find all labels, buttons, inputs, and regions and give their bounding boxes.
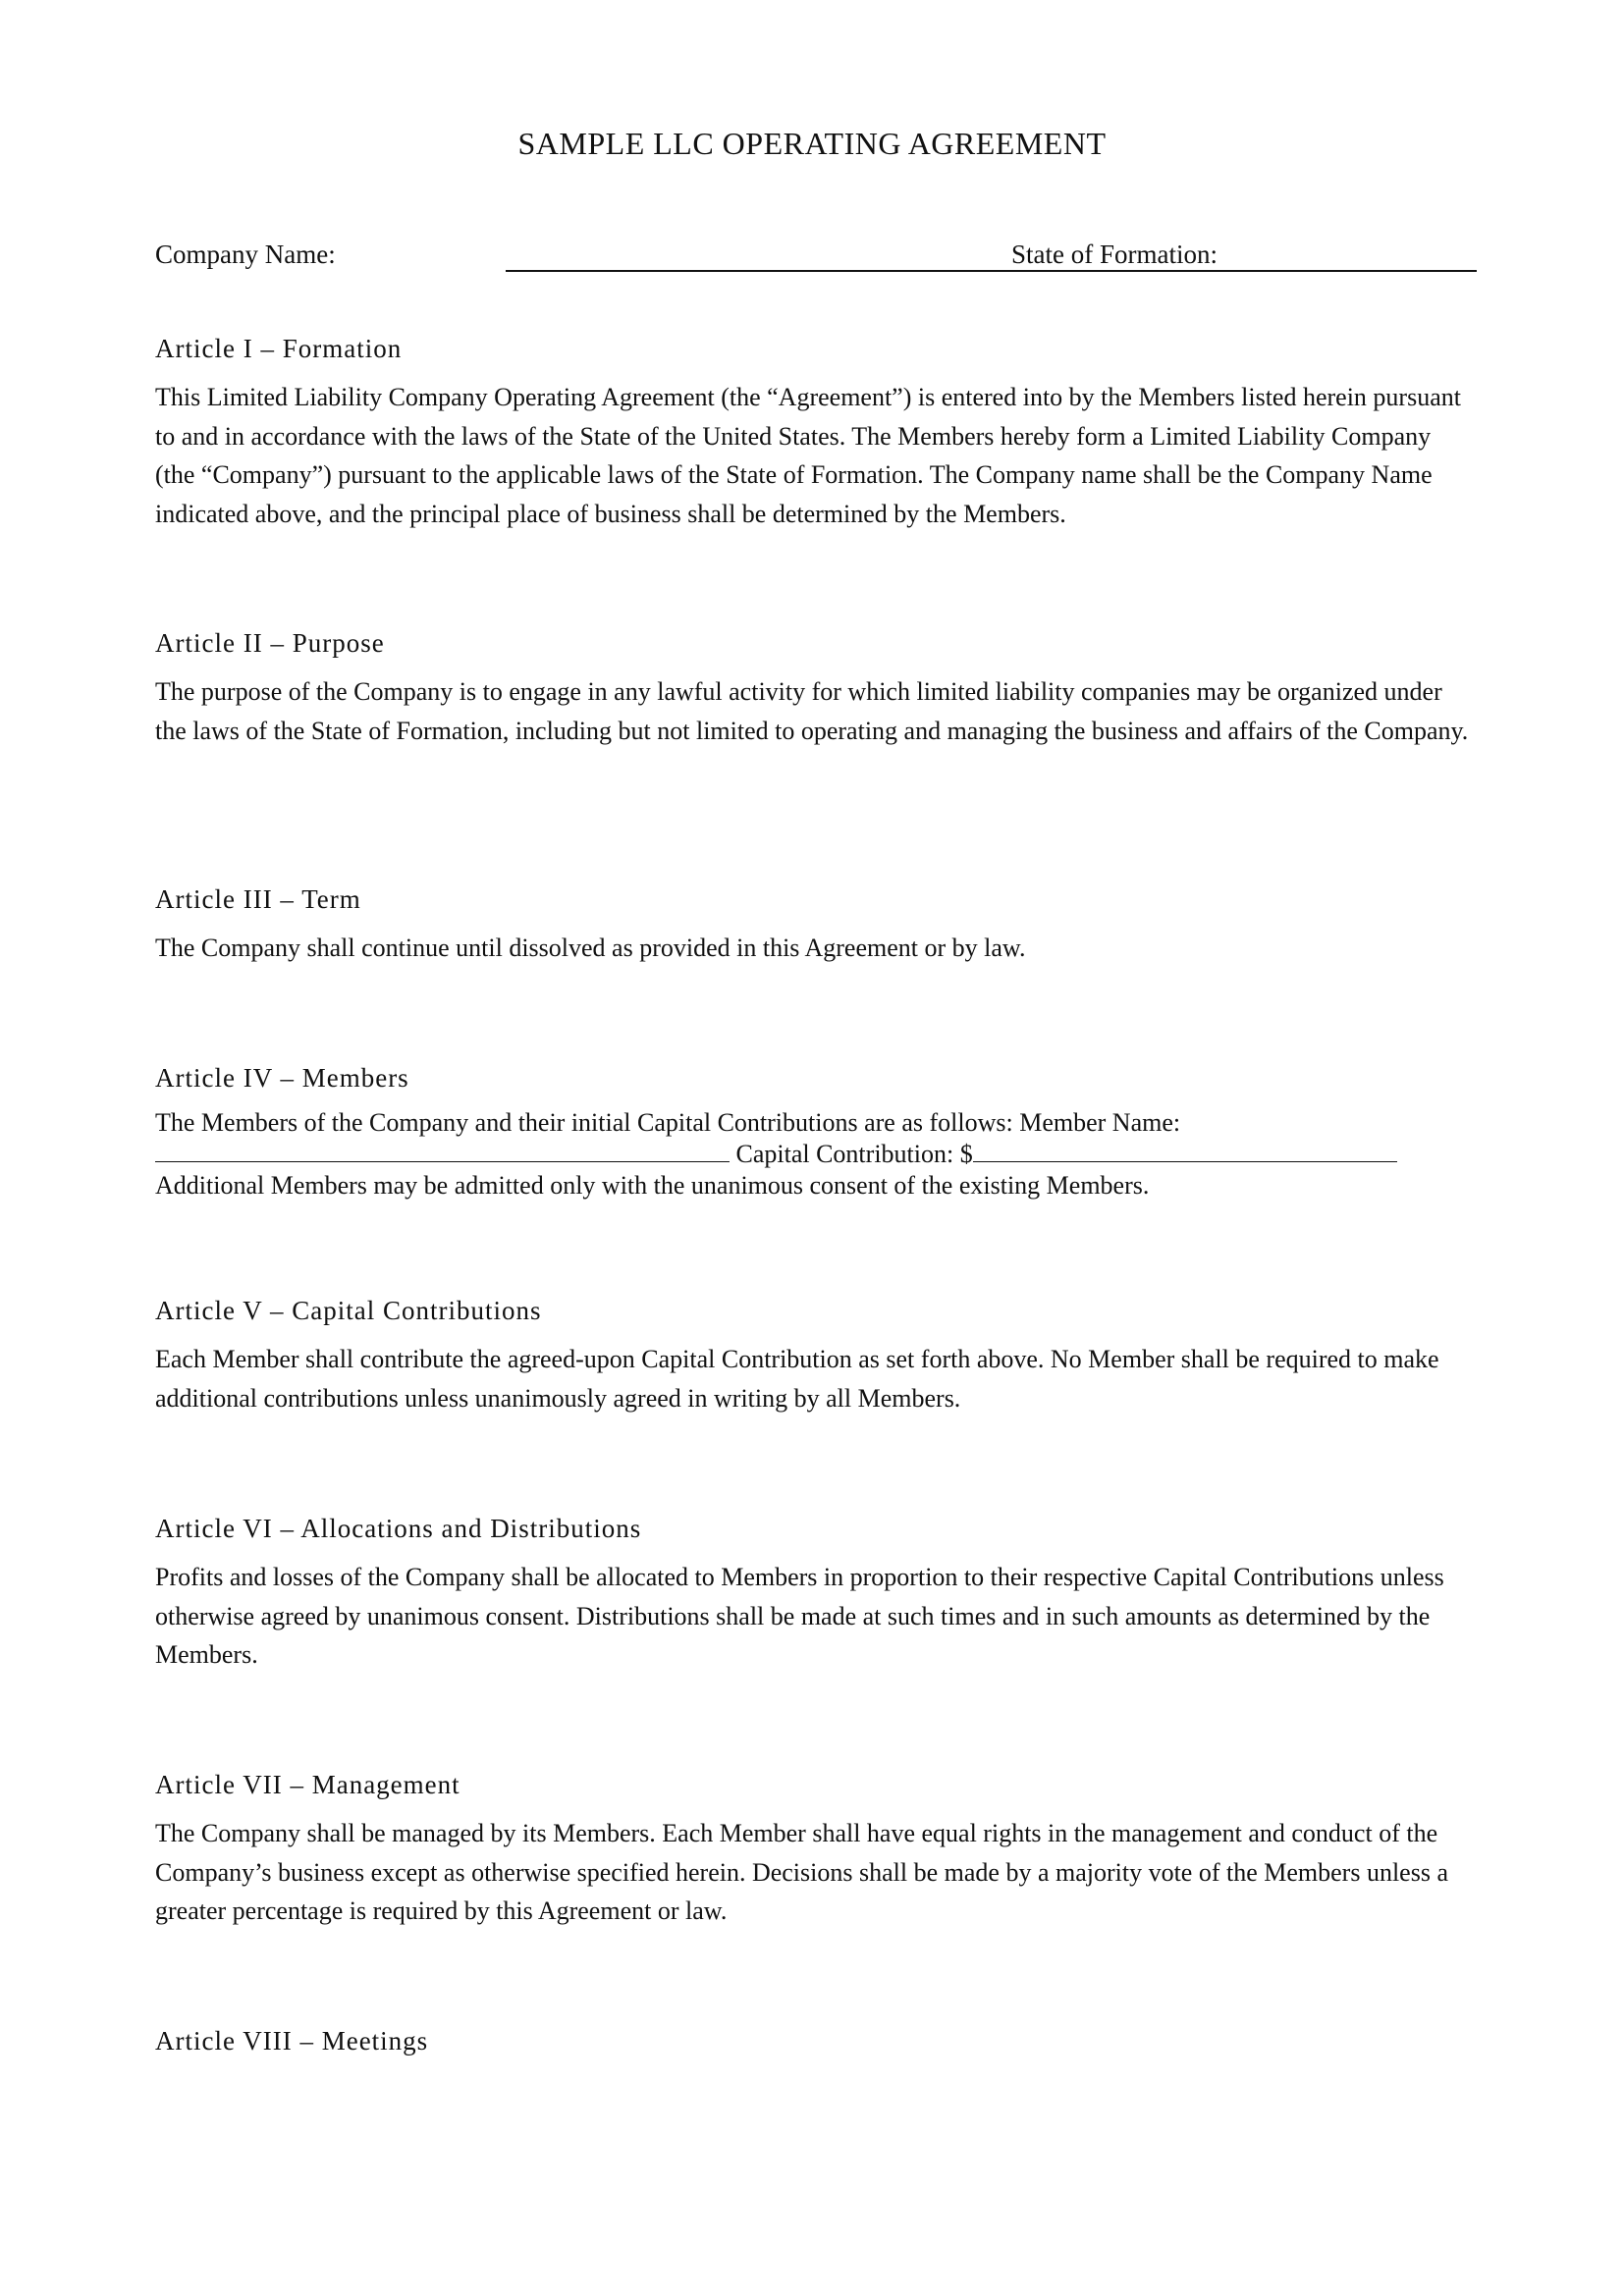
members-closing-text: Additional Members may be admitted only with the unanimous consent of the existing Members. xyxy=(155,1171,1150,1200)
article-purpose xyxy=(155,625,1477,750)
article-formation xyxy=(155,331,1477,533)
article-body: The Company shall be managed by its Members. Each Member shall have equal rights in the management and conduct of the Company’s business except as otherwise specified herein. Decisions shall be made by a majority vote of the Members unless a greater percentage is required by this Agreement or law. xyxy=(155,1819,1448,1925)
article-heading: Article III – Term xyxy=(155,884,361,914)
article-body: Each Member shall contribute the agreed-upon Capital Contribution as set forth above. No Member shall be required to make additional contributions unless unanimously agreed in writing by all Members. xyxy=(155,1345,1439,1413)
article-heading: Article VI – Allocations and Distributions xyxy=(155,1514,642,1543)
article-allocations-distributions xyxy=(155,1511,1477,1675)
members-closing-line xyxy=(155,1170,1477,1201)
article-heading: Article IV – Members xyxy=(155,1063,409,1093)
article-heading: Article VII – Management xyxy=(155,1770,460,1799)
article-management xyxy=(155,1767,1477,1931)
state-of-formation-label: State of Formation: xyxy=(1011,240,1218,269)
members-intro-line xyxy=(155,1107,1477,1139)
article-heading: Article VIII – Meetings xyxy=(155,2026,429,2056)
article-heading: Article II – Purpose xyxy=(155,628,385,658)
article-members xyxy=(155,1060,1477,1201)
article-capital-contributions xyxy=(155,1293,1477,1417)
company-name-label: Company Name: xyxy=(155,240,336,269)
capital-contribution-blank[interactable] xyxy=(973,1140,1397,1162)
member-name-blank[interactable] xyxy=(155,1140,730,1162)
company-fields-row xyxy=(155,236,1477,275)
members-intro-text: The Members of the Company and their initial Capital Contributions are as follows: Member Name: xyxy=(155,1108,1181,1137)
article-body: Profits and losses of the Company shall be allocated to Members in proportion to their respective Capital Contributions unless otherwise agreed by unanimous consent. Distributions shall be made at such times and in such amounts as determined by the Members. xyxy=(155,1563,1444,1669)
document-title: SAMPLE LLC OPERATING AGREEMENT xyxy=(517,126,1107,161)
article-body: The Company shall continue until dissolved as provided in this Agreement or by law. xyxy=(155,934,1026,962)
capital-contribution-label: Capital Contribution: $ xyxy=(735,1140,973,1168)
article-heading: Article I – Formation xyxy=(155,334,403,363)
members-body xyxy=(155,1107,1477,1201)
company-name-blank-line[interactable] xyxy=(506,270,1477,272)
article-heading: Article V – Capital Contributions xyxy=(155,1296,542,1325)
article-meetings xyxy=(155,2023,1477,2070)
article-term xyxy=(155,881,1477,968)
article-body: This Limited Liability Company Operating Agreement (the “Agreement”) is entered into by the Members listed herein pursuant to and in accordance with the laws of the State of the United States. The Members hereby form a Limited Liability Company (the “Company”) pursuant to the applicable laws of the State of Formation. The Company name shall be the Company Name indicated above, and the principal place of business shall be determined by the Members. xyxy=(155,383,1461,528)
article-body: The purpose of the Company is to engage in any lawful activity for which limited liability companies may be organized under the laws of the State of Formation, including but not limited to operating and managing the business and affairs of the Company. xyxy=(155,677,1469,745)
members-entry-line xyxy=(155,1139,1477,1170)
